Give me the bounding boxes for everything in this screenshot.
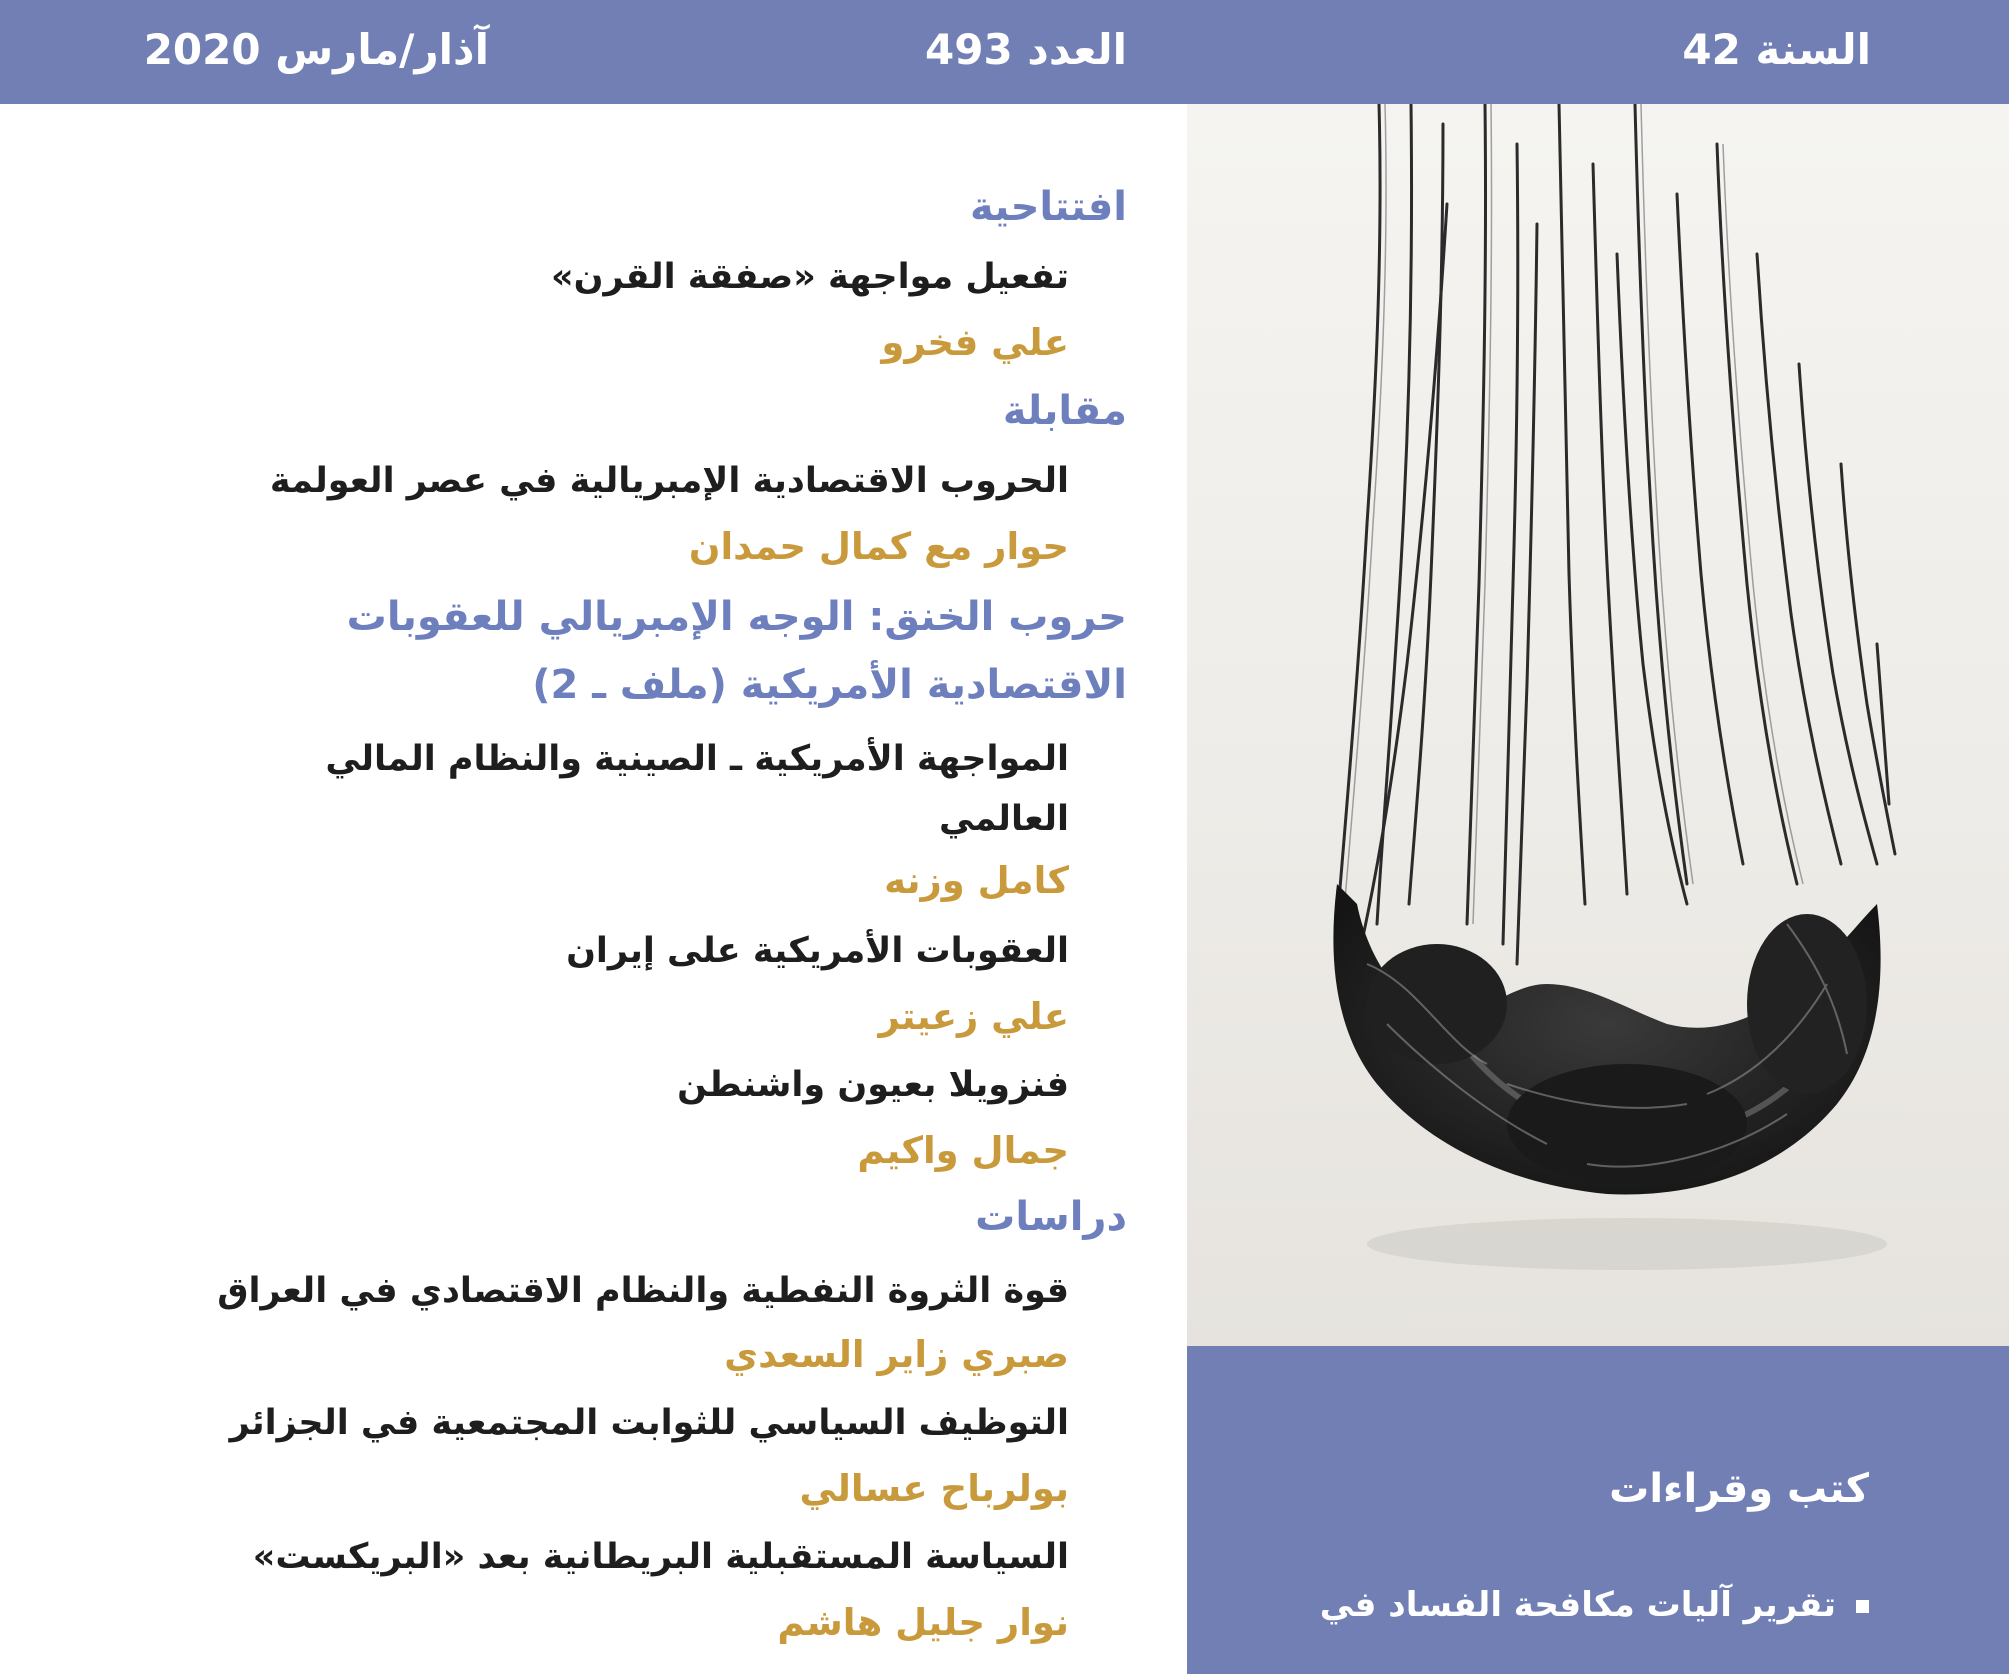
toc-article-title[interactable]: المواجهة الأمريكية ـ الصينية والنظام المالي: [325, 739, 1069, 779]
toc-article-title[interactable]: العقوبات الأمريكية على إيران: [566, 931, 1069, 971]
header-band: [0, 0, 2009, 104]
books-readings-item[interactable]: [1249, 1574, 1869, 1636]
toc-article-author[interactable]: حوار مع كمال حمدان: [688, 525, 1069, 568]
toc-article-title[interactable]: الحروب الاقتصادية الإمبريالية في عصر العولمة: [269, 461, 1069, 501]
toc-article-author[interactable]: جمال واكيم: [857, 1129, 1069, 1172]
toc-article-title[interactable]: السياسة المستقبلية البريطانية بعد «البريكست»: [252, 1537, 1069, 1577]
books-readings-box: [1187, 1346, 2009, 1674]
toc-section-interview[interactable]: مقابلة: [1002, 388, 1127, 434]
volume-year: السنة 42: [1682, 25, 1871, 74]
cover-photo: [1187, 104, 2009, 1346]
toc-article-author[interactable]: بولرباح عسالي: [799, 1467, 1069, 1510]
toc-article-title[interactable]: تفعيل مواجهة «صفقة القرن»: [551, 257, 1069, 297]
issue-number: العدد 493: [925, 25, 1127, 74]
books-readings-item-text: تقرير آليات مكافحة الفساد في: [1319, 1585, 1836, 1625]
toc-article-author[interactable]: علي فخرو: [881, 321, 1069, 364]
books-readings-title[interactable]: كتب وقراءات: [1609, 1466, 1869, 1512]
toc-article-author[interactable]: كامل وزنه: [884, 859, 1069, 902]
toc-section-dossier[interactable]: حروب الخنق: الوجه الإمبريالي للعقوبات: [346, 594, 1127, 640]
toc-section-studies[interactable]: دراسات: [975, 1194, 1127, 1240]
toc-article-author[interactable]: نوار جليل هاشم: [777, 1601, 1069, 1644]
toc-section-dossier-line2[interactable]: الاقتصادية الأمريكية (ملف ـ 2): [532, 662, 1127, 708]
toc-article-title[interactable]: فنزويلا بعيون واشنطن: [677, 1065, 1069, 1105]
toc-section-editorial[interactable]: افتتاحية: [970, 184, 1127, 230]
toc-article-title[interactable]: التوظيف السياسي للثوابت المجتمعية في الجزائر: [229, 1403, 1069, 1443]
toc-article-title[interactable]: قوة الثروة النفطية والنظام الاقتصادي في العراق: [217, 1271, 1069, 1311]
toc-article-author[interactable]: صبري زاير السعدي: [724, 1333, 1069, 1376]
bullet-square-icon: [1856, 1600, 1869, 1613]
wire-sculpture-image: [1187, 104, 2009, 1346]
toc-article-title-line2[interactable]: العالمي: [938, 799, 1069, 839]
toc-article-author[interactable]: علي زعيتر: [878, 995, 1069, 1038]
issue-date: آذار/مارس 2020: [143, 25, 489, 74]
